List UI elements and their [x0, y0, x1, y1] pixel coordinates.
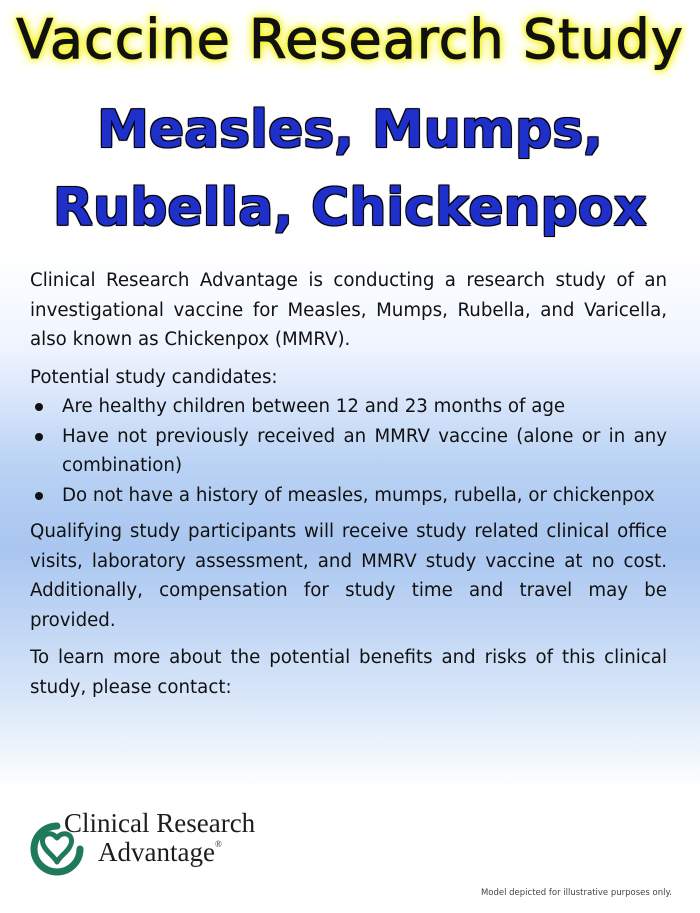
intro-paragraph: Clinical Research Advantage is conducting a research study of an investigational vaccine for Measles, Mumps, Rubella, and Varicella, also known as Chickenpox (MMRV).	[30, 270, 667, 350]
logo-text-line-2	[98, 837, 222, 868]
eligibility-list	[30, 392, 667, 510]
subtitle-line-1: Measles, Mumps,	[97, 100, 603, 160]
disclaimer: Model depicted for illustrative purposes only.	[480, 888, 672, 898]
list-item: Are healthy children between 12 and 23 months of age	[30, 392, 667, 422]
logo-text-line-1: Clinical Research	[64, 808, 256, 838]
candidates-heading: Potential study candidates:	[30, 366, 278, 388]
page-title: Vaccine Research Study	[16, 8, 684, 71]
company-logo	[26, 808, 276, 888]
logo-text-advantage: Advantage	[98, 837, 215, 867]
contact-paragraph: To learn more about the potential benefits and risks of this clinical study, please contact:	[30, 647, 667, 698]
study-description	[30, 266, 667, 710]
list-item: Have not previously received an MMRV vaccine (alone or in any combination)	[30, 422, 667, 481]
benefits-paragraph: Qualifying study participants will receive study related clinical office visits, laboratory assessment, and MMRV study vaccine at no cost. Additionally, compensation for study time and travel may be provided.	[30, 521, 667, 631]
registered-mark: ®	[214, 839, 222, 849]
list-item: Do not have a history of measles, mumps, rubella, or chickenpox	[30, 481, 667, 511]
subtitle-line-2: Rubella, Chickenpox	[53, 178, 647, 238]
